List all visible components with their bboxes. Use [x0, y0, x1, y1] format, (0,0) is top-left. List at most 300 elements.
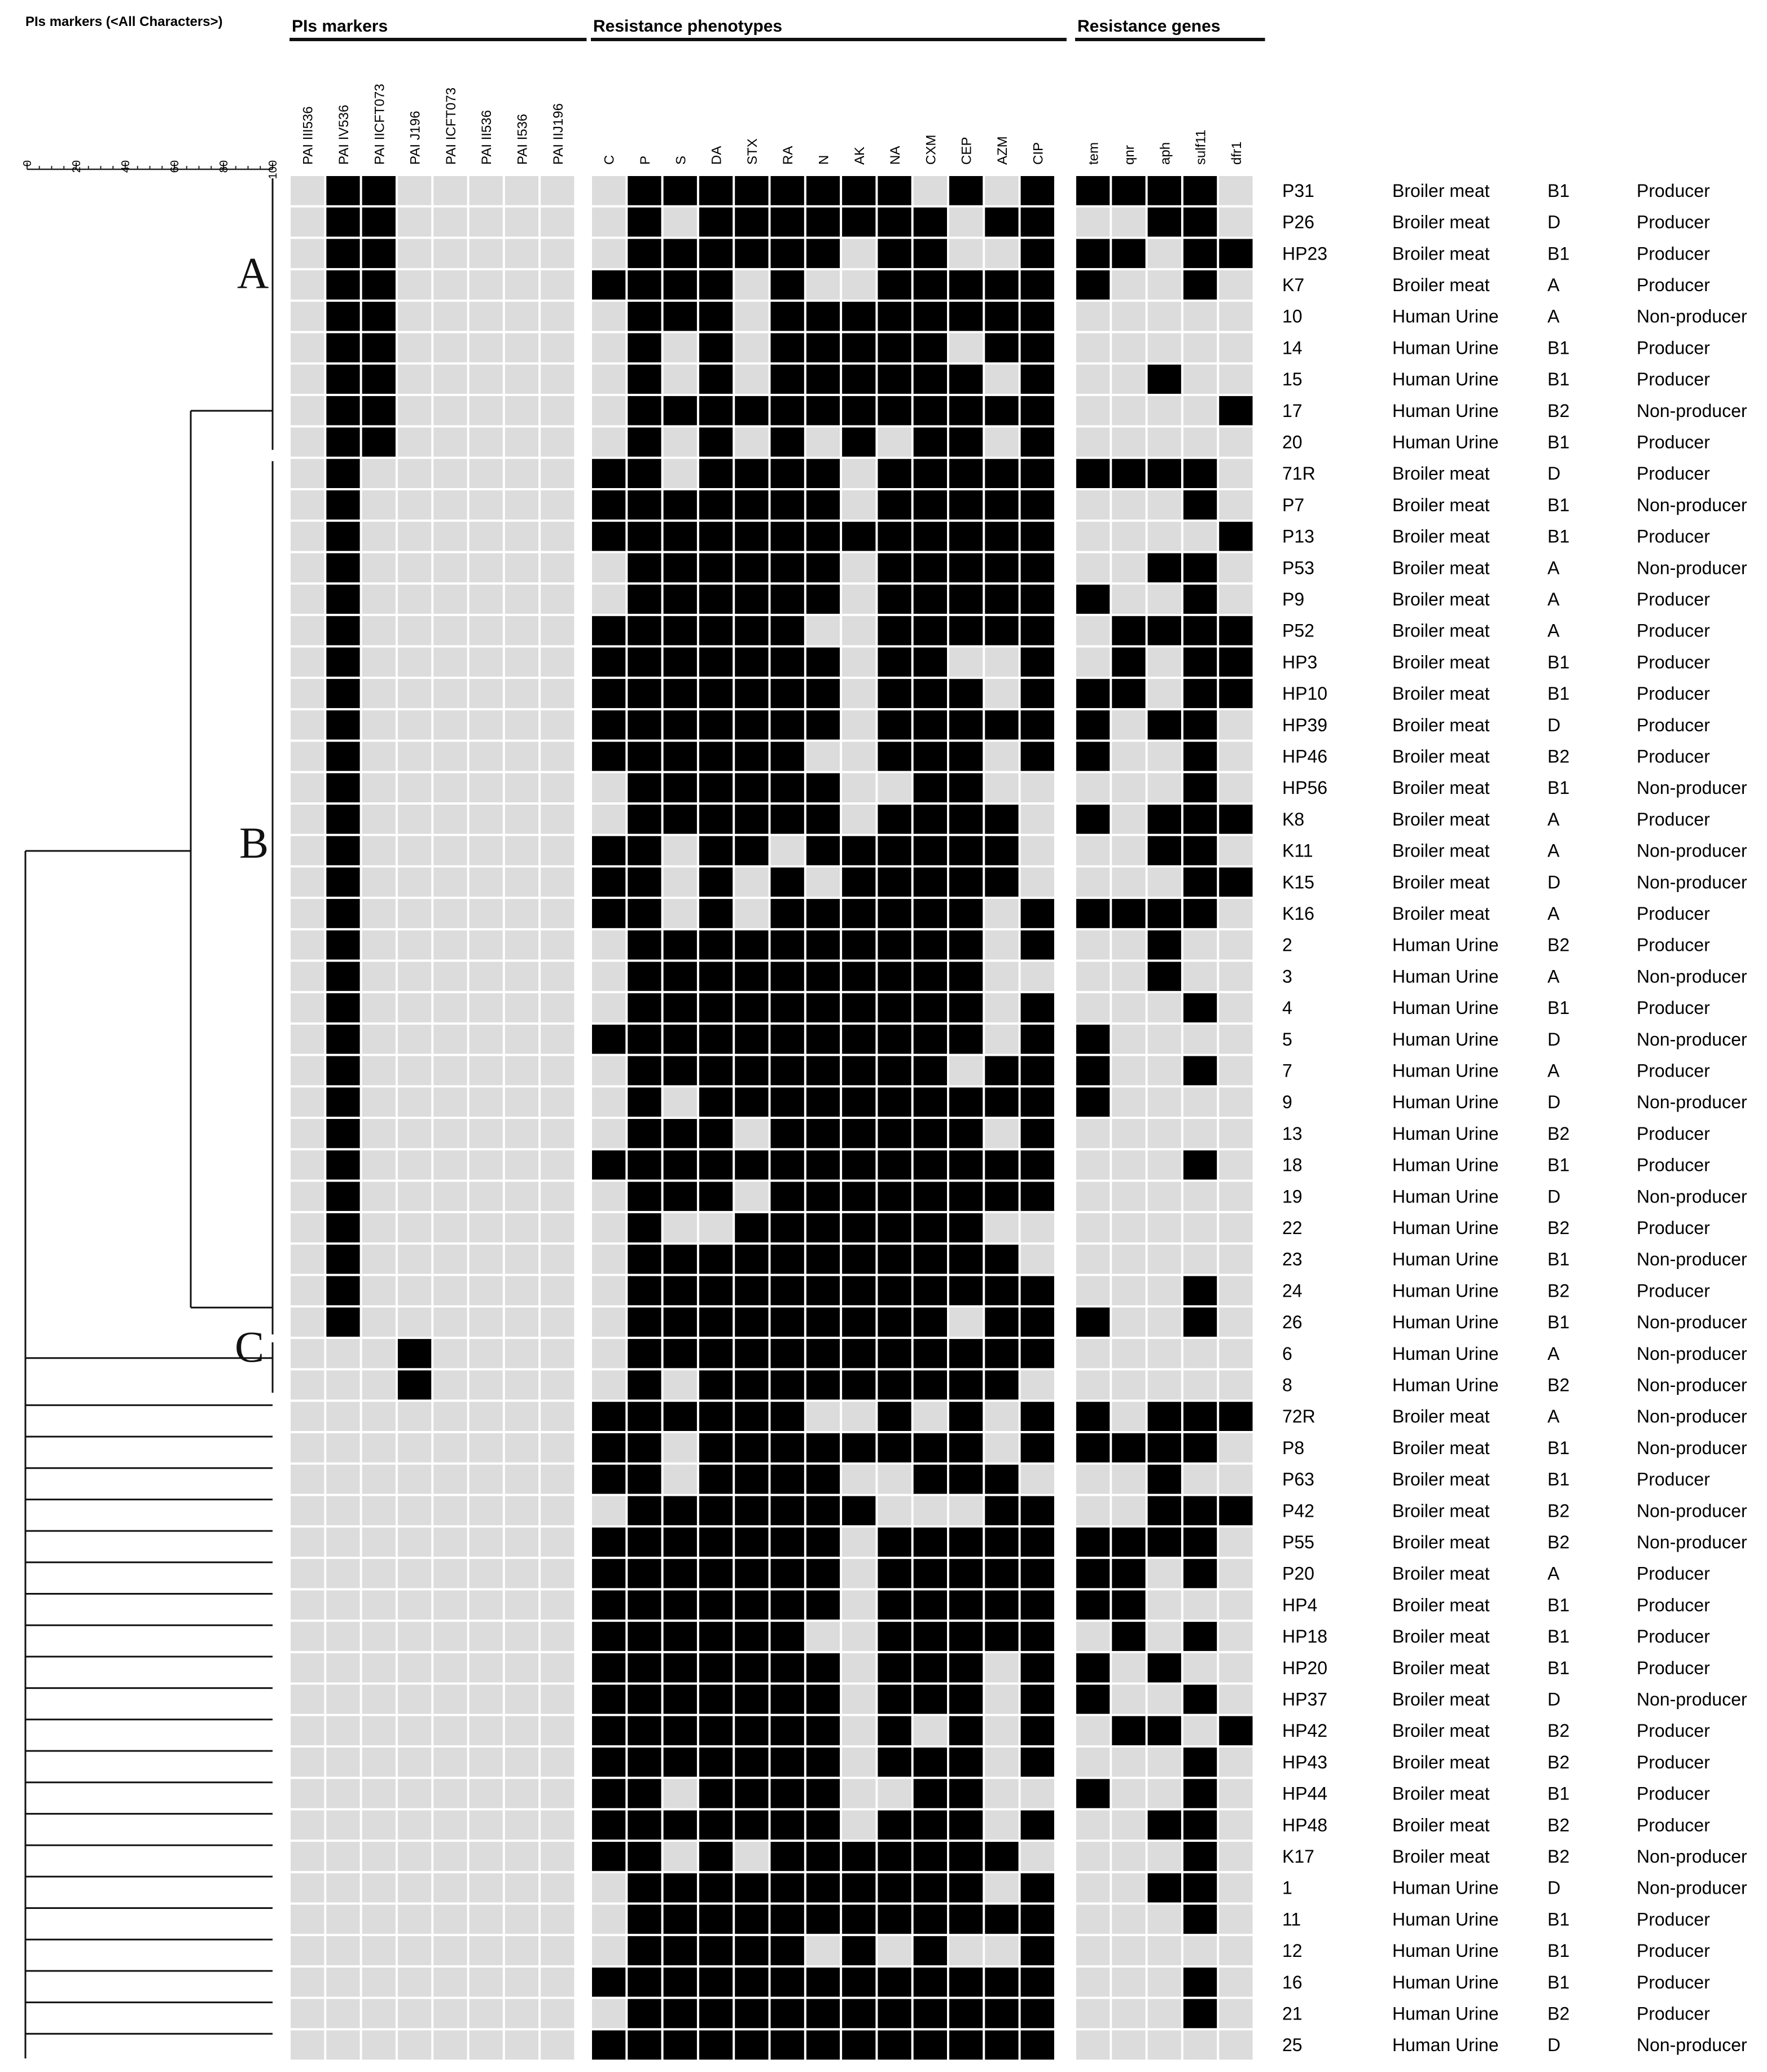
production-status: Producer: [1637, 274, 1710, 295]
production-status: Producer: [1637, 2003, 1710, 2024]
cell-present: [949, 1339, 983, 1368]
cell-present: [878, 836, 911, 866]
production-status: Producer: [1637, 1815, 1710, 1836]
cell-absent: [1219, 1213, 1252, 1243]
cell-present: [878, 1339, 911, 1368]
phylogroup: B1: [1547, 652, 1570, 673]
cell-present: [878, 1810, 911, 1840]
cell-absent: [1219, 1151, 1252, 1180]
isolate-source: Broiler meat: [1392, 589, 1490, 609]
cell-absent: [470, 773, 503, 802]
cell-absent: [433, 1842, 467, 1871]
cell-absent: [398, 710, 431, 740]
cell-absent: [842, 1465, 875, 1494]
phylogroup: B1: [1547, 1437, 1570, 1458]
cell-present: [878, 1527, 911, 1557]
cell-present: [1183, 1527, 1217, 1557]
cell-absent: [664, 365, 697, 394]
cell-present: [1148, 1716, 1181, 1745]
cell-absent: [1021, 1842, 1054, 1871]
cell-present: [628, 270, 661, 300]
cell-absent: [1112, 1936, 1145, 1965]
cell-present: [1148, 1873, 1181, 1903]
production-status: Producer: [1637, 1909, 1710, 1930]
cell-present: [664, 773, 697, 802]
cell-present: [985, 553, 1018, 582]
production-status: Producer: [1637, 589, 1710, 609]
cell-present: [1183, 1559, 1217, 1588]
isolate-id: 18: [1282, 1154, 1303, 1175]
cell-absent: [398, 1276, 431, 1306]
production-status: Non-producer: [1637, 1500, 1747, 1521]
cell-absent: [985, 239, 1018, 268]
cell-absent: [541, 2030, 574, 2060]
cell-present: [1148, 365, 1181, 394]
phylogroup: B2: [1547, 1500, 1570, 1521]
cell-present: [699, 1936, 733, 1965]
cell-absent: [362, 1339, 396, 1368]
cell-present: [1148, 1433, 1181, 1463]
cell-absent: [592, 962, 625, 991]
cell-absent: [291, 585, 324, 614]
cell-present: [771, 1810, 804, 1840]
cell-present: [362, 302, 396, 331]
cell-absent: [592, 1213, 625, 1243]
cell-present: [628, 1936, 661, 1965]
cell-present: [1183, 1433, 1217, 1463]
cell-present: [735, 1779, 768, 1808]
cell-absent: [362, 1779, 396, 1808]
isolate-source: Broiler meat: [1392, 494, 1490, 515]
cell-present: [985, 1905, 1018, 1934]
cell-present: [1183, 1622, 1217, 1651]
dendrogram: [25, 178, 273, 2058]
cell-present: [699, 616, 733, 646]
phylogroup: B1: [1547, 778, 1570, 798]
production-status: Producer: [1637, 212, 1710, 232]
cell-absent: [505, 1339, 538, 1368]
cell-present: [771, 1087, 804, 1117]
cell-absent: [362, 773, 396, 802]
cell-present: [735, 1496, 768, 1525]
cell-absent: [470, 1999, 503, 2029]
cell-absent: [878, 773, 911, 802]
isolate-id: P13: [1282, 526, 1314, 547]
cell-present: [699, 1371, 733, 1400]
cell-present: [664, 1151, 697, 1180]
cell-present: [806, 2030, 840, 2060]
isolate-source: Human Urine: [1392, 2003, 1499, 2024]
cell-present: [878, 2030, 911, 2060]
cell-absent: [1219, 1119, 1252, 1148]
isolate-id: HP43: [1282, 1751, 1328, 1772]
isolate-source: Broiler meat: [1392, 714, 1490, 735]
cell-absent: [541, 522, 574, 551]
cell-present: [985, 270, 1018, 300]
cell-present: [664, 585, 697, 614]
cell-absent: [470, 1779, 503, 1808]
cell-present: [1021, 1307, 1054, 1337]
cell-present: [806, 679, 840, 708]
cell-present: [878, 1591, 911, 1620]
cell-present: [771, 1716, 804, 1745]
cell-absent: [326, 1622, 359, 1651]
cell-absent: [505, 208, 538, 237]
cell-present: [806, 710, 840, 740]
cell-absent: [1219, 1936, 1252, 1965]
cell-present: [842, 1433, 875, 1463]
cell-absent: [1076, 428, 1110, 457]
cell-absent: [1112, 396, 1145, 425]
cell-present: [914, 553, 947, 582]
phylogroup: B1: [1547, 1312, 1570, 1333]
production-status: Producer: [1637, 714, 1710, 735]
production-status: Non-producer: [1637, 1877, 1747, 1898]
cell-present: [985, 396, 1018, 425]
cell-absent: [1183, 1936, 1217, 1965]
cell-present: [806, 1496, 840, 1525]
cell-present: [842, 1999, 875, 2029]
cell-present: [326, 1213, 359, 1243]
cell-present: [699, 1968, 733, 1997]
cell-present: [735, 1371, 768, 1400]
cell-absent: [1148, 1182, 1181, 1211]
column-label: CXM: [923, 134, 939, 165]
cell-absent: [398, 1402, 431, 1431]
cell-present: [628, 459, 661, 488]
cell-present: [949, 993, 983, 1022]
cell-absent: [470, 1842, 503, 1871]
cell-present: [664, 616, 697, 646]
cell-present: [878, 239, 911, 268]
cell-absent: [949, 333, 983, 363]
cell-present: [735, 1402, 768, 1431]
cell-present: [699, 742, 733, 771]
cell-absent: [398, 396, 431, 425]
cell-present: [735, 1339, 768, 1368]
cell-present: [771, 396, 804, 425]
isolate-source: Human Urine: [1392, 1312, 1499, 1333]
cell-absent: [470, 899, 503, 928]
cell-absent: [362, 1465, 396, 1494]
cell-absent: [1021, 773, 1054, 802]
cell-absent: [362, 1748, 396, 1777]
cell-present: [735, 1873, 768, 1903]
cell-present: [699, 270, 733, 300]
cell-absent: [326, 1339, 359, 1368]
cell-present: [914, 239, 947, 268]
cell-present: [1183, 805, 1217, 834]
phylogroup: B1: [1547, 1469, 1570, 1490]
cell-absent: [326, 1968, 359, 1997]
cell-absent: [505, 805, 538, 834]
cell-present: [771, 1339, 804, 1368]
cell-absent: [1219, 1307, 1252, 1337]
cell-present: [664, 553, 697, 582]
cell-present: [949, 585, 983, 614]
column-label: DA: [709, 146, 725, 165]
cell-present: [806, 1056, 840, 1086]
cell-present: [664, 1716, 697, 1745]
cell-present: [735, 930, 768, 960]
cell-present: [1183, 679, 1217, 708]
cell-present: [878, 490, 911, 520]
cell-present: [914, 805, 947, 834]
cell-present: [735, 176, 768, 205]
cell-present: [771, 1591, 804, 1620]
cell-absent: [362, 1119, 396, 1148]
cell-present: [771, 1433, 804, 1463]
cell-absent: [1112, 333, 1145, 363]
cell-absent: [398, 585, 431, 614]
cell-present: [806, 333, 840, 363]
cell-absent: [470, 522, 503, 551]
cell-present: [1219, 396, 1252, 425]
production-status: Producer: [1637, 1972, 1710, 1992]
production-status: Producer: [1637, 337, 1710, 358]
cell-present: [806, 1087, 840, 1117]
cell-absent: [326, 1465, 359, 1494]
cell-absent: [592, 176, 625, 205]
cell-absent: [592, 396, 625, 425]
cell-present: [326, 1119, 359, 1148]
cell-present: [592, 867, 625, 897]
cell-absent: [1021, 1779, 1054, 1808]
cell-present: [806, 899, 840, 928]
cell-present: [842, 365, 875, 394]
cell-absent: [291, 1936, 324, 1965]
cell-present: [628, 365, 661, 394]
cell-present: [664, 1936, 697, 1965]
cell-absent: [541, 679, 574, 708]
cell-present: [1076, 1056, 1110, 1086]
cell-absent: [433, 459, 467, 488]
cell-absent: [433, 1748, 467, 1777]
cell-present: [985, 1307, 1018, 1337]
cell-absent: [541, 490, 574, 520]
cell-absent: [433, 648, 467, 677]
cell-present: [628, 333, 661, 363]
isolate-id: 72R: [1282, 1406, 1316, 1427]
cell-absent: [326, 1905, 359, 1934]
cell-absent: [505, 1182, 538, 1211]
cell-present: [842, 1213, 875, 1243]
cell-present: [949, 459, 983, 488]
cell-absent: [398, 365, 431, 394]
cell-absent: [541, 1056, 574, 1086]
cell-absent: [664, 899, 697, 928]
cell-absent: [914, 1716, 947, 1745]
cell-present: [771, 1119, 804, 1148]
cell-present: [771, 1936, 804, 1965]
cell-absent: [326, 2030, 359, 2060]
cell-absent: [842, 585, 875, 614]
cell-absent: [541, 1842, 574, 1871]
cell-present: [628, 616, 661, 646]
cell-absent: [291, 616, 324, 646]
isolate-source: Human Urine: [1392, 1375, 1499, 1395]
cell-absent: [398, 1087, 431, 1117]
cell-absent: [1076, 553, 1110, 582]
cell-present: [735, 1056, 768, 1086]
cell-absent: [470, 1213, 503, 1243]
cell-present: [878, 867, 911, 897]
cell-present: [735, 1810, 768, 1840]
cell-present: [842, 1119, 875, 1148]
cell-absent: [985, 1119, 1018, 1148]
cell-present: [1021, 616, 1054, 646]
cell-absent: [433, 962, 467, 991]
cell-absent: [291, 1968, 324, 1997]
cell-present: [1183, 1873, 1217, 1903]
cell-present: [1183, 742, 1217, 771]
cell-absent: [291, 1591, 324, 1620]
cell-absent: [291, 1905, 324, 1934]
cell-present: [806, 522, 840, 551]
cell-absent: [1219, 553, 1252, 582]
cell-absent: [470, 1496, 503, 1525]
cell-absent: [433, 867, 467, 897]
cell-present: [1021, 1873, 1054, 1903]
cell-present: [1112, 679, 1145, 708]
cell-present: [949, 899, 983, 928]
cell-absent: [362, 679, 396, 708]
cell-present: [914, 1779, 947, 1808]
cell-present: [914, 1465, 947, 1494]
cell-absent: [541, 1025, 574, 1054]
phylogroup: D: [1547, 714, 1561, 735]
cell-present: [326, 239, 359, 268]
cell-present: [842, 1151, 875, 1180]
cell-absent: [433, 1402, 467, 1431]
cell-present: [1021, 1276, 1054, 1306]
phylogroup: B2: [1547, 1280, 1570, 1301]
cell-absent: [362, 1245, 396, 1274]
cell-absent: [398, 1025, 431, 1054]
cell-absent: [398, 1056, 431, 1086]
cell-present: [842, 176, 875, 205]
cell-absent: [398, 773, 431, 802]
cell-present: [771, 1151, 804, 1180]
cell-absent: [362, 1905, 396, 1934]
isolate-source: Human Urine: [1392, 998, 1499, 1019]
cluster-label-a: A: [237, 248, 269, 298]
cell-present: [806, 1119, 840, 1148]
cell-present: [628, 208, 661, 237]
cell-present: [985, 1496, 1018, 1525]
cell-present: [1183, 553, 1217, 582]
cell-absent: [541, 867, 574, 897]
cell-present: [914, 1371, 947, 1400]
cell-present: [771, 176, 804, 205]
phylogroup: B2: [1547, 934, 1570, 955]
cell-present: [1112, 1527, 1145, 1557]
cell-present: [1183, 836, 1217, 866]
cell-present: [735, 962, 768, 991]
cell-absent: [985, 962, 1018, 991]
cell-absent: [806, 428, 840, 457]
cell-present: [842, 302, 875, 331]
cell-absent: [664, 1433, 697, 1463]
cell-present: [914, 490, 947, 520]
phylogroup: B2: [1547, 1846, 1570, 1867]
cell-present: [398, 1339, 431, 1368]
cell-present: [326, 773, 359, 802]
cell-present: [1183, 899, 1217, 928]
cell-present: [878, 1182, 911, 1211]
cell-present: [628, 1339, 661, 1368]
cell-absent: [505, 1056, 538, 1086]
cell-absent: [470, 1936, 503, 1965]
isolate-source: Broiler meat: [1392, 872, 1490, 893]
cell-present: [735, 459, 768, 488]
cell-absent: [505, 1433, 538, 1463]
cell-present: [914, 1748, 947, 1777]
cell-present: [326, 1276, 359, 1306]
production-status: Non-producer: [1637, 1437, 1747, 1458]
cell-present: [878, 1653, 911, 1683]
cell-absent: [326, 1716, 359, 1745]
phylogroup: B1: [1547, 337, 1570, 358]
cell-present: [699, 836, 733, 866]
cell-present: [878, 1999, 911, 2029]
cell-present: [985, 1591, 1018, 1620]
cell-absent: [433, 1465, 467, 1494]
isolate-id: K8: [1282, 809, 1305, 829]
cell-absent: [291, 553, 324, 582]
production-status: Non-producer: [1637, 1092, 1747, 1113]
cell-present: [771, 208, 804, 237]
cell-absent: [291, 1999, 324, 2029]
cell-present: [806, 1151, 840, 1180]
cell-present: [985, 208, 1018, 237]
column-label: AK: [852, 146, 867, 165]
cell-present: [1183, 239, 1217, 268]
cell-absent: [433, 1025, 467, 1054]
cell-present: [985, 1056, 1018, 1086]
cell-absent: [398, 239, 431, 268]
cell-absent: [1076, 836, 1110, 866]
cell-present: [592, 899, 625, 928]
isolate-id: P42: [1282, 1500, 1314, 1521]
cell-present: [878, 1087, 911, 1117]
isolate-id: 7: [1282, 1060, 1292, 1081]
cell-absent: [433, 1716, 467, 1745]
cell-absent: [470, 805, 503, 834]
cell-absent: [291, 522, 324, 551]
cell-absent: [1112, 930, 1145, 960]
cell-present: [806, 365, 840, 394]
cell-absent: [505, 679, 538, 708]
cell-absent: [362, 1087, 396, 1117]
cell-present: [1183, 1748, 1217, 1777]
production-status: Producer: [1637, 1154, 1710, 1175]
cell-present: [1021, 1182, 1054, 1211]
cell-present: [914, 365, 947, 394]
cell-present: [771, 522, 804, 551]
cell-present: [664, 1591, 697, 1620]
cell-present: [985, 1276, 1018, 1306]
cell-absent: [433, 1496, 467, 1525]
cell-absent: [470, 1433, 503, 1463]
cell-present: [771, 1685, 804, 1714]
isolate-source: Broiler meat: [1392, 652, 1490, 673]
cell-present: [914, 428, 947, 457]
cell-absent: [1148, 1905, 1181, 1934]
cell-present: [806, 1873, 840, 1903]
cell-absent: [1076, 1371, 1110, 1400]
cell-present: [1112, 1559, 1145, 1588]
